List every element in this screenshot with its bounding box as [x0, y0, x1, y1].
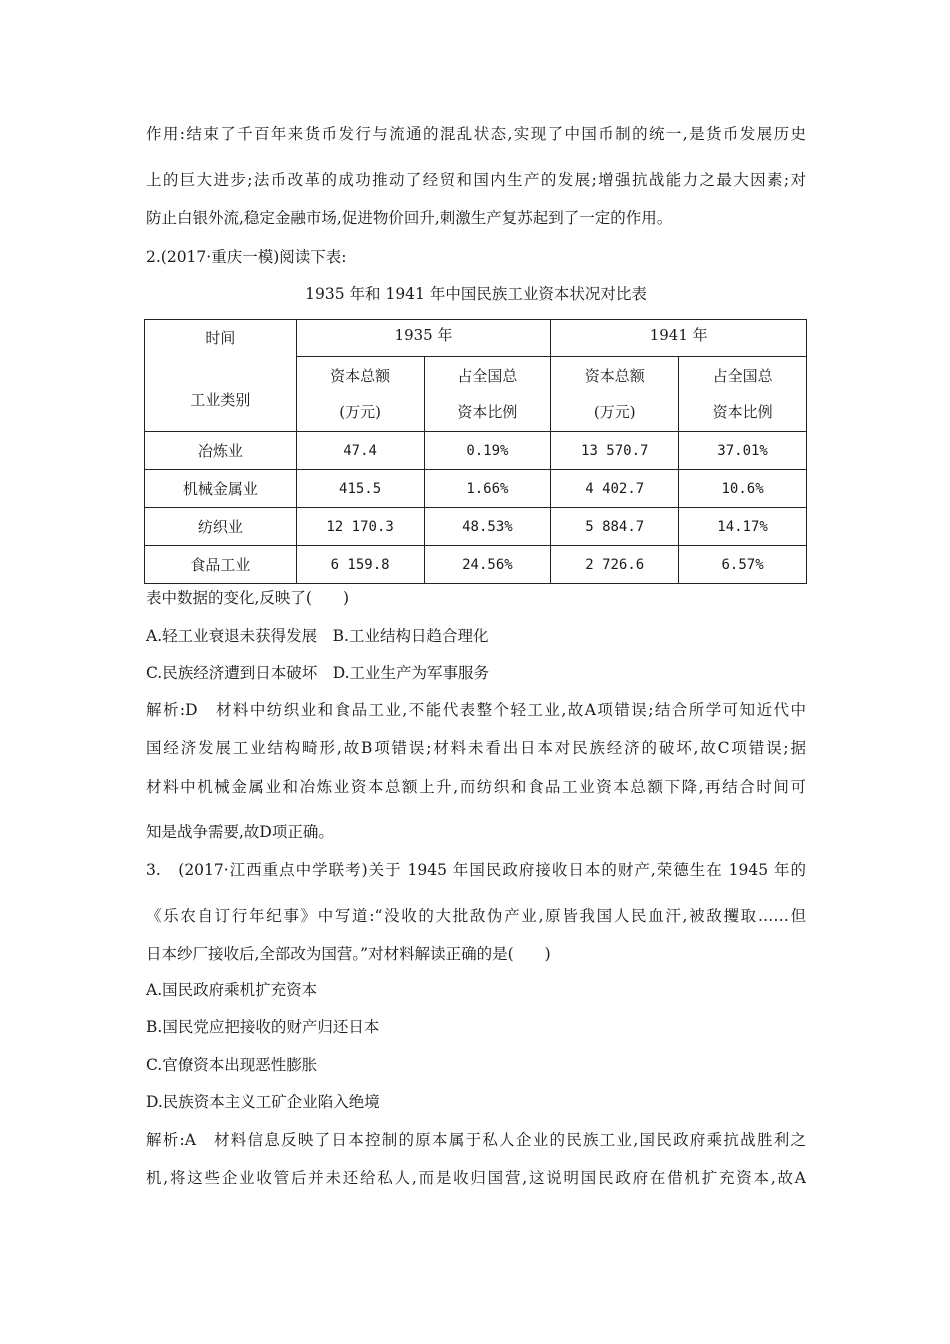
capital-1935: 47.4 — [296, 432, 424, 470]
ratio-1941: 10.6% — [679, 470, 807, 508]
table-row — [145, 546, 807, 584]
industry-name: 食品工业 — [145, 546, 297, 584]
subheader-text: 资本比例 — [712, 403, 773, 422]
question-3-option-b: B.国民党应把接收的财产归还日本 — [146, 1018, 380, 1036]
question-3-option-d: D.民族资本主义工矿企业陷入绝境 — [146, 1093, 380, 1111]
table-row — [145, 508, 807, 546]
capital-comparison-table — [144, 319, 807, 584]
capital-1935: 6 159.8 — [296, 546, 424, 584]
year-header-1935: 1935 年 — [296, 320, 551, 357]
paragraph-line: 作用:结束了千百年来货币发行与流通的混乱状态,实现了中国币制的统一,是货币发展历史 — [146, 125, 806, 143]
question-2-analysis-line: 国经济发展工业结构畸形,故B项错误;材料未看出日本对民族经济的破坏,故C项错误;据 — [146, 739, 806, 757]
question-3-stem-line: 3. (2017·江西重点中学联考)关于 1945 年国民政府接收日本的财产,荣德生在 1945 年的 — [146, 861, 806, 879]
subheader-text: (万元) — [593, 403, 636, 422]
subheader-text: 资本比例 — [457, 403, 518, 422]
table-corner-header — [145, 320, 297, 432]
question-3-stem-line: 日本纱厂接收后,全部改为国营。”对材料解读正确的是( ) — [146, 945, 551, 963]
paragraph-line: 上的巨大进步;法币改革的成功推动了经贸和国内生产的发展;增强抗战能力之最大因素;对 — [146, 171, 806, 189]
ratio-1935: 48.53% — [424, 508, 551, 546]
industry-name: 冶炼业 — [145, 432, 297, 470]
capital-1941: 2 726.6 — [551, 546, 679, 584]
ratio-1941: 37.01% — [679, 432, 807, 470]
capital-1941: 4 402.7 — [551, 470, 679, 508]
question-2-analysis-line: 解析:D 材料中纺织业和食品工业,不能代表整个轻工业,故A项错误;结合所学可知近代中 — [146, 701, 806, 719]
question-3-option-a: A.国民政府乘机扩充资本 — [146, 981, 318, 999]
ratio-1935: 24.56% — [424, 546, 551, 584]
table-row — [145, 470, 807, 508]
question-2-analysis-line: 知是战争需要,故D项正确。 — [146, 823, 334, 841]
capital-1935: 415.5 — [296, 470, 424, 508]
industry-name: 纺织业 — [145, 508, 297, 546]
subheader-text: 占全国总 — [457, 367, 518, 386]
industry-name: 机械金属业 — [145, 470, 297, 508]
corner-time-label: 时间 — [205, 329, 236, 347]
corner-category-label: 工业类别 — [190, 391, 251, 409]
capital-1935: 12 170.3 — [296, 508, 424, 546]
question-3-option-c: C.官僚资本出现恶性膨胀 — [146, 1056, 318, 1074]
year-header-1941: 1941 年 — [551, 320, 807, 357]
subheader-capital-ratio — [424, 357, 551, 432]
table-row — [145, 432, 807, 470]
subheader-text: 资本总额 — [330, 367, 391, 386]
question-3-analysis-line: 解析:A 材料信息反映了日本控制的原本属于私人企业的民族工业,国民政府乘抗战胜利之 — [146, 1131, 806, 1149]
ratio-1941: 6.57% — [679, 546, 807, 584]
ratio-1935: 0.19% — [424, 432, 551, 470]
question-2-prompt: 表中数据的变化,反映了( ) — [146, 589, 350, 607]
subheader-text: 资本总额 — [584, 367, 645, 386]
subheader-text: (万元) — [339, 403, 381, 422]
question-2-analysis-line: 材料中机械金属业和冶炼业资本总额上升,而纺织和食品工业资本总额下降,再结合时间可 — [146, 778, 806, 796]
question-2-options-ab: A.轻工业衰退未获得发展 B.工业结构日趋合理化 — [146, 627, 489, 645]
subheader-text: 占全国总 — [712, 367, 773, 386]
question-3-stem-line: 《乐农自订行年纪事》中写道:“没收的大批敌伪产业,原皆我国人民血汗,被敌攫取……但 — [146, 907, 806, 925]
paragraph-line: 防止白银外流,稳定金融市场,促进物价回升,刺激生产复苏起到了一定的作用。 — [146, 209, 673, 227]
subheader-capital-total — [551, 357, 679, 432]
capital-1941: 5 884.7 — [551, 508, 679, 546]
question-2-stem: 2.(2017·重庆一模)阅读下表: — [146, 248, 347, 266]
ratio-1935: 1.66% — [424, 470, 551, 508]
subheader-capital-total — [296, 357, 424, 432]
ratio-1941: 14.17% — [679, 508, 807, 546]
capital-1941: 13 570.7 — [551, 432, 679, 470]
subheader-capital-ratio — [679, 357, 807, 432]
question-2-options-cd: C.民族经济遭到日本破坏 D.工业生产为军事服务 — [146, 664, 490, 682]
question-3-analysis-line: 机,将这些企业收管后并未还给私人,而是收归国营,这说明国民政府在借机扩充资本,故A — [146, 1169, 806, 1187]
table-title: 1935 年和 1941 年中国民族工业资本状况对比表 — [305, 285, 647, 303]
